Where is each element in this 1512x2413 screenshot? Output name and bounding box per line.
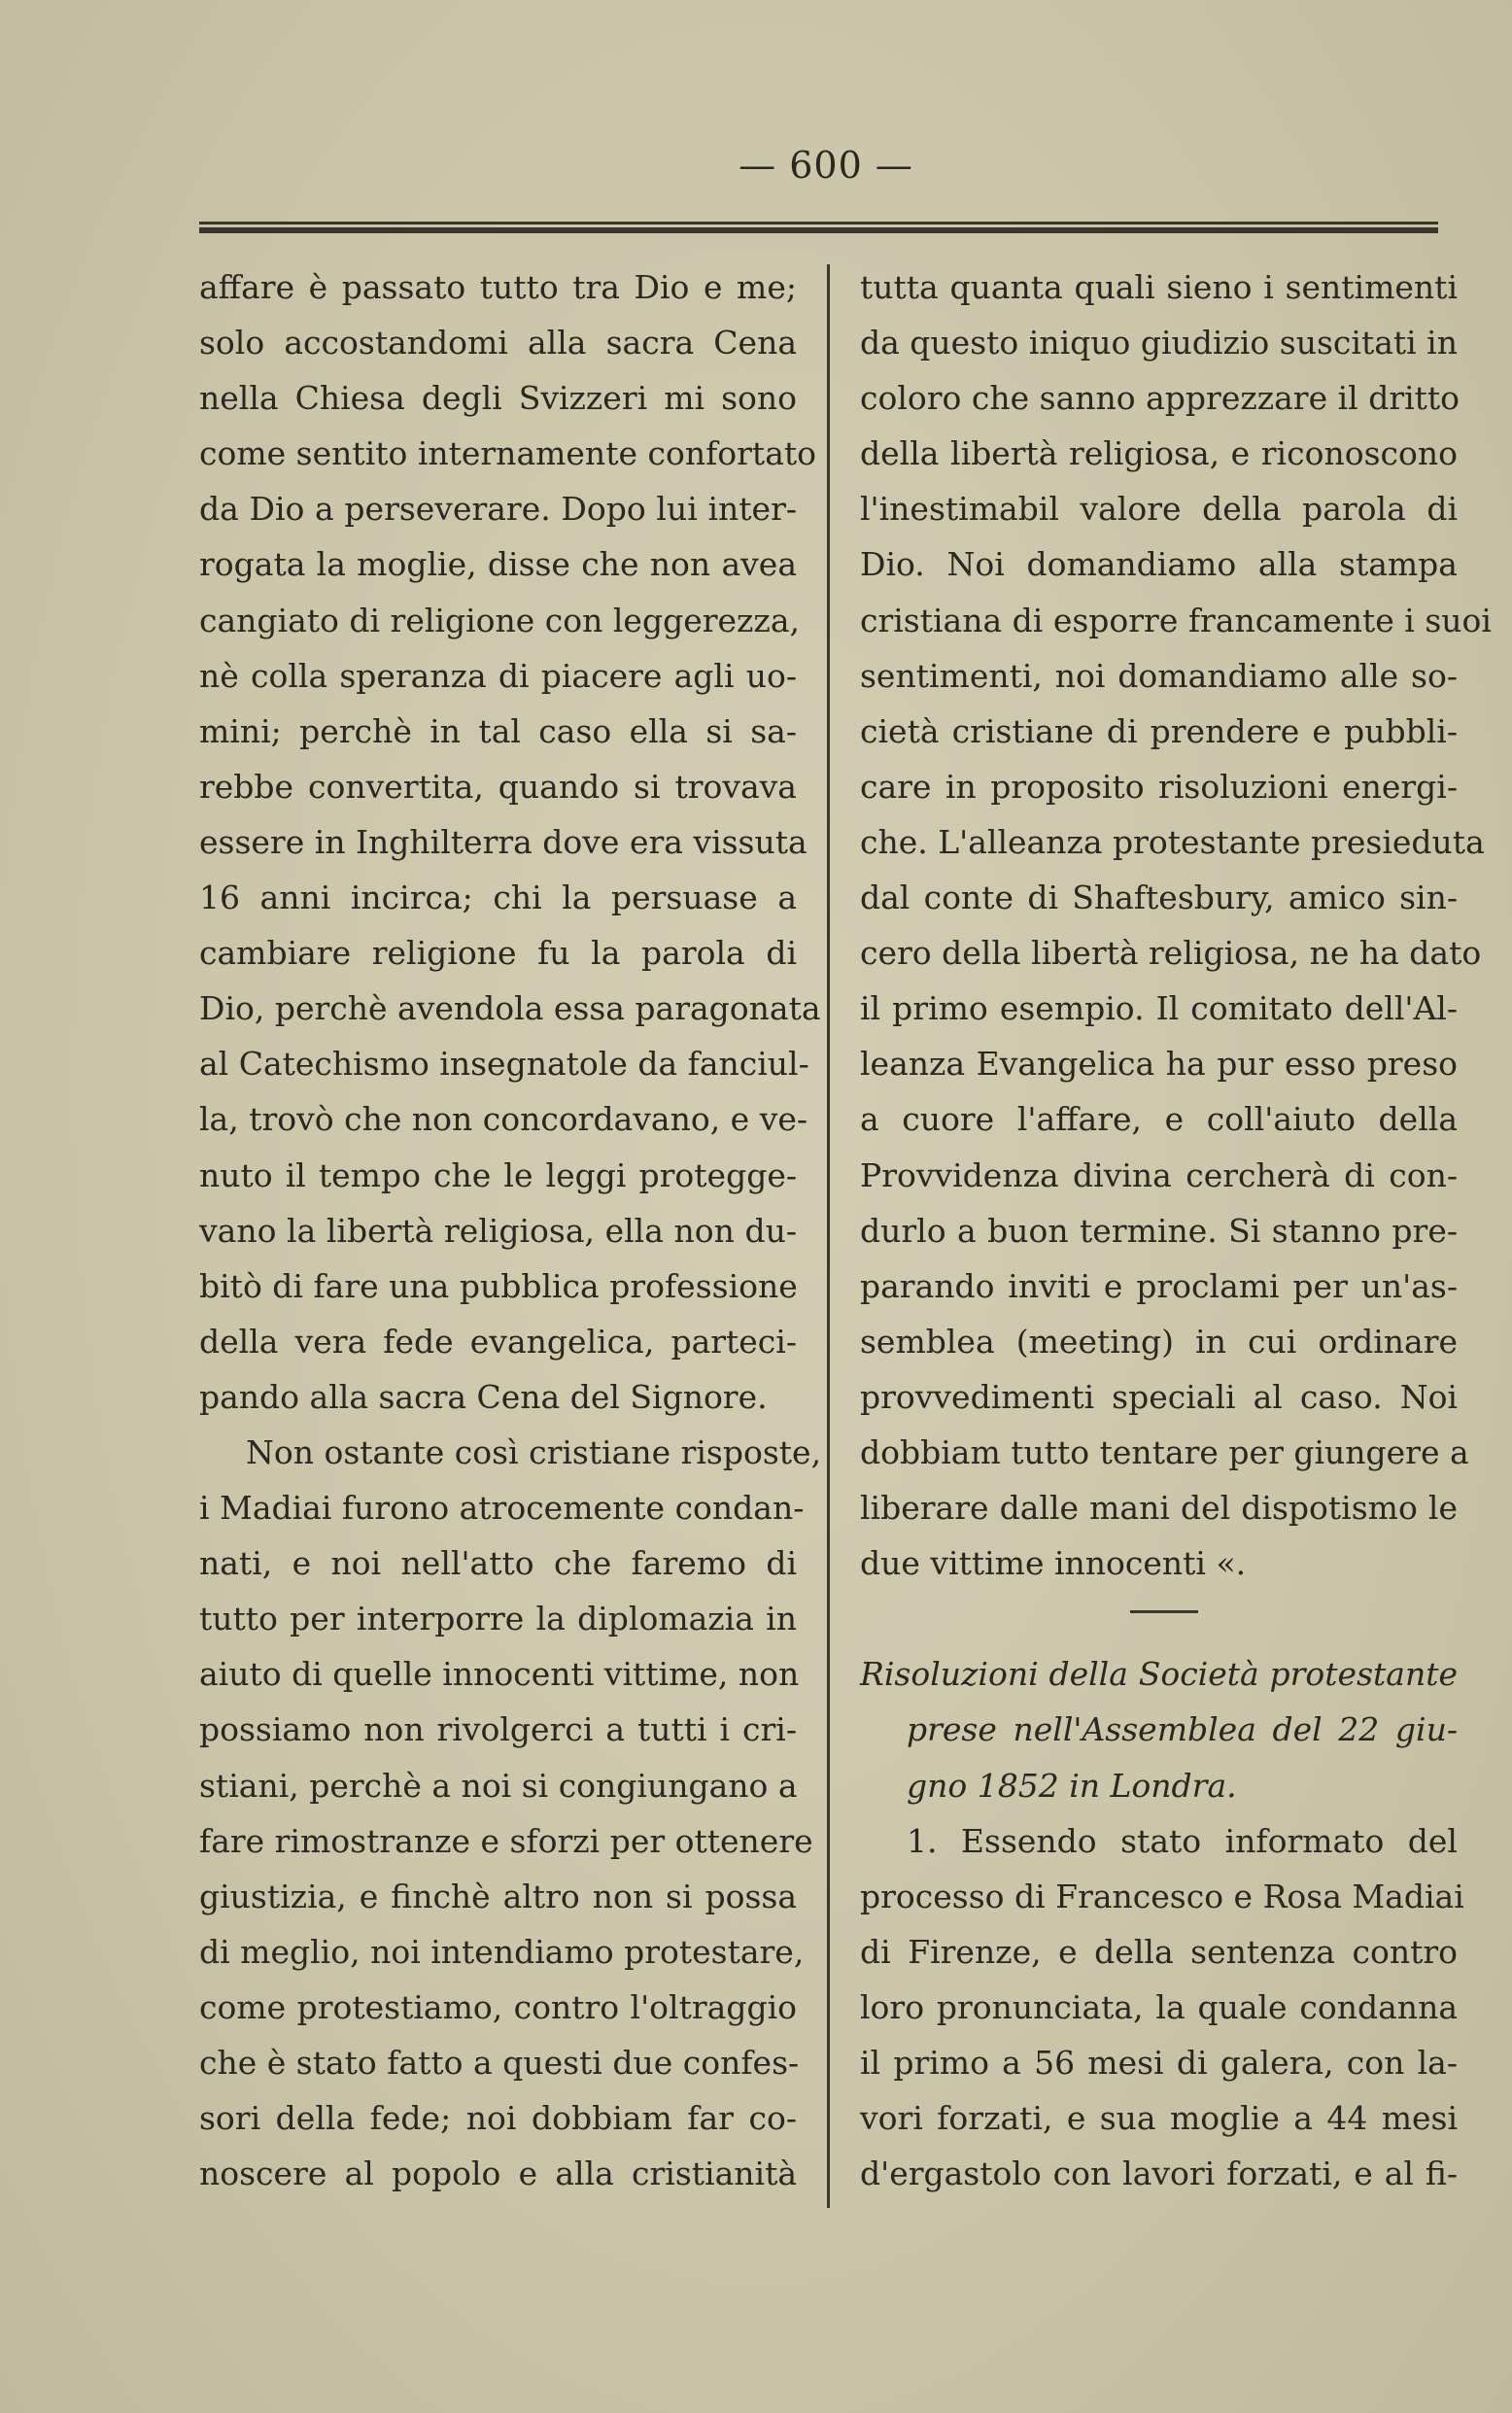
text-line: cambiare religione fu la parola di — [199, 934, 797, 973]
section-heading-line: gno 1852 in Londra. — [907, 1766, 1237, 1805]
text-line: da questo iniquo giudizio suscitati in — [860, 324, 1458, 362]
text-line: nati, e noi nell'atto che faremo di — [199, 1544, 797, 1583]
text-line: liberare dalle mani del dispotismo le — [860, 1489, 1458, 1528]
text-line: i Madiai furono atrocemente condan- — [199, 1489, 805, 1528]
text-line: processo di Francesco e Rosa Madiai — [860, 1877, 1464, 1915]
text-line: semblea (meeting) in cui ordinare — [860, 1322, 1458, 1361]
text-line: durlo a buon termine. Si stanno pre- — [860, 1211, 1458, 1250]
text-line: cietà cristiane di prendere e pubbli- — [860, 711, 1458, 750]
text-line: 1. Essendo stato informato del — [907, 1821, 1458, 1860]
text-line: nella Chiesa degli Svizzeri mi sono — [199, 379, 797, 418]
text-line: dal conte di Shaftesbury, amico sin- — [860, 879, 1458, 917]
text-line: provvedimenti speciali al caso. Noi — [860, 1377, 1458, 1416]
text-line: di meglio, noi intendiamo protestare, — [199, 1932, 805, 1971]
text-line: il primo a 56 mesi di galera, con la- — [860, 2044, 1458, 2082]
text-line: Dio, perchè avendola essa paragonata — [199, 989, 821, 1028]
text-line: Non ostante così cristiane risposte, — [246, 1432, 822, 1471]
text-line: della libertà religiosa, e riconoscono — [860, 434, 1458, 473]
text-line: tutta quanta quali sieno i sentimenti — [860, 268, 1458, 306]
text-line: cero della libertà religiosa, ne ha dato — [860, 934, 1482, 973]
text-line: nè colla speranza di piacere agli uo- — [199, 656, 797, 695]
text-line: 16 anni incirca; chi la persuase a — [199, 879, 797, 917]
right-column — [860, 259, 1492, 2201]
text-line: aiuto di quelle innocenti vittime, non — [199, 1655, 800, 1694]
section-heading-line: prese nell'Assemblea del 22 giu- — [907, 1710, 1458, 1749]
text-line: rebbe convertita, quando si trovava — [199, 767, 797, 806]
text-line: l'inestimabil valore della parola di — [860, 490, 1458, 529]
text-line: da Dio a perseverare. Dopo lui inter- — [199, 490, 797, 529]
text-line: stiani, perchè a noi si congiungano a — [199, 1766, 798, 1805]
text-line: dobbiam tutto tentare per giungere a — [860, 1432, 1469, 1471]
text-line: vano la libertà religiosa, ella non du- — [199, 1211, 797, 1250]
header-double-rule — [199, 222, 1438, 233]
text-line: cristiana di esporre francamente i suoi — [860, 601, 1492, 639]
text-line: noscere al popolo e alla cristianità — [199, 2154, 797, 2193]
text-line: cangiato di religione con leggerezza, — [199, 601, 800, 639]
text-line: che. L'alleanza protestante presieduta — [860, 822, 1485, 861]
column-divider — [827, 264, 830, 2208]
text-line: leanza Evangelica ha pur esso preso — [860, 1045, 1458, 1084]
text-line: della vera fede evangelica, parteci- — [199, 1322, 797, 1361]
text-line: possiamo non rivolgerci a tutti i cri- — [199, 1710, 797, 1749]
text-line: vori forzati, e sua moglie a 44 mesi — [860, 2099, 1458, 2138]
text-line: a cuore l'affare, e coll'aiuto della — [860, 1100, 1458, 1139]
text-line: pando alla sacra Cena del Signore. — [199, 1377, 768, 1416]
text-line: come protestiamo, contro l'oltraggio — [199, 1987, 797, 2026]
text-line: essere in Inghilterra dove era vissuta — [199, 822, 808, 861]
text-line: coloro che sanno apprezzare il dritto — [860, 379, 1460, 418]
text-line: parando inviti e proclami per un'as- — [860, 1266, 1458, 1305]
text-line: bitò di fare una pubblica professione — [199, 1266, 798, 1305]
text-line: di Firenze, e della sentenza contro — [860, 1932, 1458, 1971]
text-line: d'ergastolo con lavori forzati, e al fi- — [860, 2154, 1458, 2193]
text-line: al Catechismo insegnatole da fanciul- — [199, 1045, 809, 1084]
text-line: sentimenti, noi domandiamo alle so- — [860, 656, 1458, 695]
text-line: il primo esempio. Il comitato dell'Al- — [860, 989, 1458, 1028]
text-line: care in proposito risoluzioni energi- — [860, 767, 1458, 806]
left-column — [199, 259, 822, 2201]
text-line: Provvidenza divina cercherà di con- — [860, 1155, 1458, 1194]
page-number: — 600 — — [739, 144, 913, 187]
text-line: come sentito internamente confortato — [199, 434, 816, 473]
text-line: affare è passato tutto tra Dio e me; — [199, 268, 797, 306]
text-line: Dio. Noi domandiamo alla stampa — [860, 545, 1458, 584]
text-line: loro pronunciata, la quale condanna — [860, 1987, 1458, 2026]
section-separator — [860, 1591, 1458, 1646]
text-line: mini; perchè in tal caso ella si sa- — [199, 711, 797, 750]
section-heading-line: Risoluzioni della Società protestante — [860, 1655, 1458, 1694]
text-line: che è stato fatto a questi due confes- — [199, 2044, 800, 2082]
text-line: solo accostandomi alla sacra Cena — [199, 324, 797, 362]
text-line: tutto per interporre la diplomazia in — [199, 1600, 797, 1638]
text-line: sori della fede; noi dobbiam far co- — [199, 2099, 797, 2138]
text-line: due vittime innocenti «. — [860, 1544, 1247, 1583]
text-line: rogata la moglie, disse che non avea — [199, 545, 797, 584]
text-line: la, trovò che non concordavano, e ve- — [199, 1100, 808, 1139]
text-line: fare rimostranze e sforzi per ottenere — [199, 1821, 813, 1860]
text-line: nuto il tempo che le leggi protegge- — [199, 1155, 797, 1194]
text-line: giustizia, e finchè altro non si possa — [199, 1877, 797, 1915]
